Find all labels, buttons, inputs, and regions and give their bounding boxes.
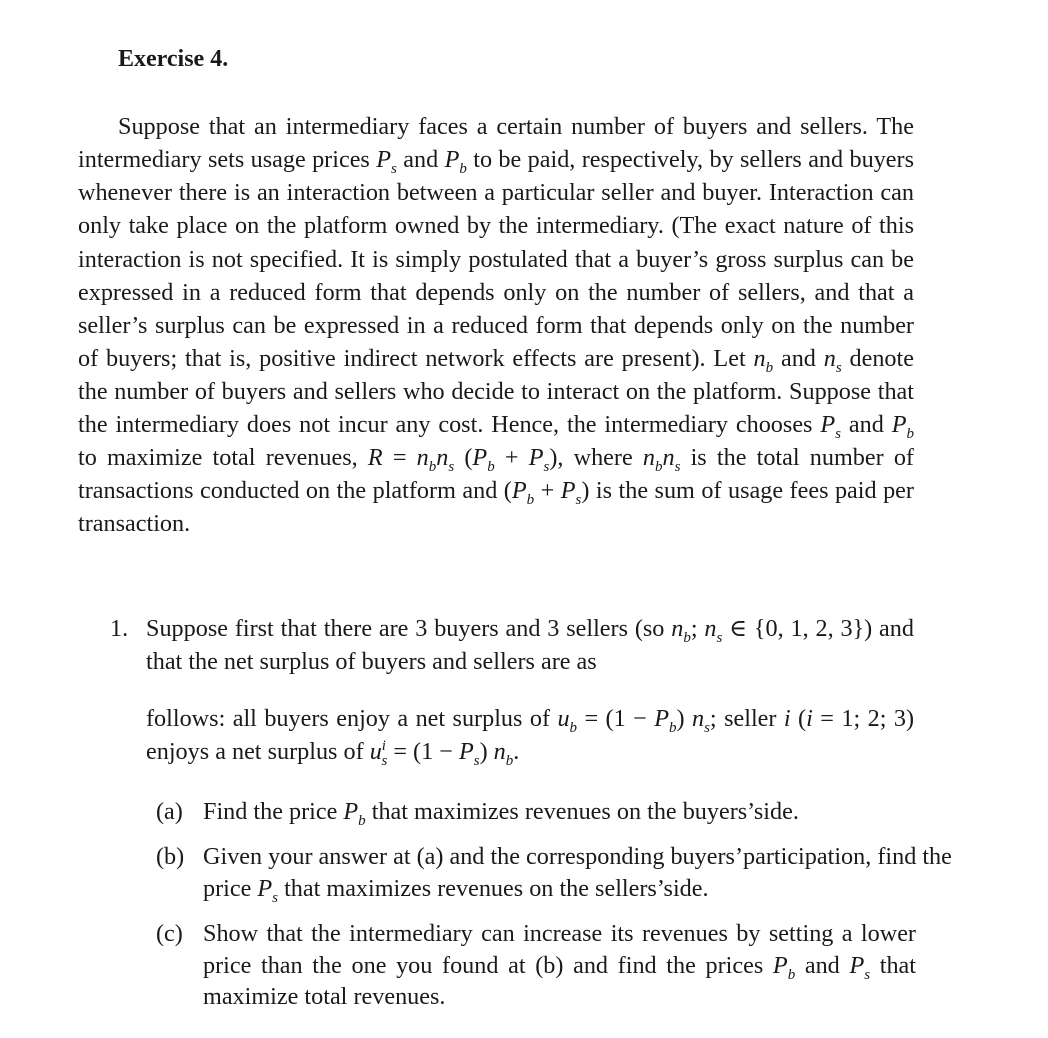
- subitem-text: [203, 918, 916, 1013]
- math-seller-range: i = 1; 2; 3: [806, 705, 906, 733]
- intro-text: and: [840, 411, 892, 439]
- intro-text: , where: [557, 444, 643, 472]
- math-ub: $u_b = (1 - P_b)$ $n_s$: [557, 705, 710, 737]
- intro-text: to be paid, respectively, by sellers and buyers whenever there is an interaction between a particular seller and buyer. Interaction can only take place on the platform owned by the intermediary. (The exact nature of this interaction is not specified. It is simply postulated that a buyer’s gross surplus can be expressed in a reduced form that depends only on the number of sellers, and that a seller’s surplus can be expressed in a reduced form that depends only on the number of buyers; that is, positive indirect network effects are present). Let: [78, 146, 914, 372]
- subitem-label: (c): [156, 920, 183, 947]
- subitem-text-part: and: [795, 951, 850, 979]
- math-nbns: $n_bn_s$: [642, 444, 681, 475]
- subitem-label: (a): [156, 798, 183, 825]
- list-item-1: [110, 612, 914, 768]
- item1-paragraph-2: [146, 702, 914, 768]
- math-seller-index: i: [783, 705, 791, 733]
- intro-text: denote the number of buyers and sellers who decide to interact on the platform. Suppose that the intermediary does not incur any cost. Hence, the intermediary chooses: [78, 344, 914, 439]
- math-pb: $P_b$: [343, 798, 366, 829]
- subitem-b: [156, 841, 996, 904]
- subitem-text-part: Given your answer at (a) and the corresponding buyers’participation, find the price: [203, 843, 952, 902]
- item1-paragraph: [146, 612, 914, 678]
- intro-text: to maximize total revenues,: [78, 444, 368, 472]
- subitem-text-part: that maximizes revenues on the sellers’side.: [278, 874, 709, 902]
- subitem-text-part: that maximizes revenues on the buyers’side.: [365, 798, 799, 825]
- exercise-title: Exercise 4.: [118, 46, 229, 72]
- intro-text: is the total number of transactions conducted on the platform and: [78, 444, 914, 505]
- item1-text: ; seller: [709, 705, 784, 733]
- item1-text: .: [513, 738, 520, 766]
- list-item-number: 1.: [110, 615, 129, 642]
- math-pb: $P_b$: [444, 146, 467, 178]
- item1-text: ) and that the net surplus of buyers and sellers are as: [146, 615, 914, 676]
- subitem-text-part: that maximize total revenues.: [203, 951, 916, 1010]
- subitem-text-part: Find the price: [203, 798, 344, 825]
- math-usi: $u^i_s = (1 - P_s)$ $n_b$: [369, 738, 514, 770]
- item1-text: ) enjoys a net surplus of: [146, 705, 915, 766]
- math-ps: $P_s$: [257, 874, 279, 906]
- subitem-c: [156, 918, 916, 1013]
- subitem-text: [203, 841, 996, 904]
- math-ps: $P_s$: [849, 951, 871, 983]
- intro-text: Suppose that an intermediary faces a certain number of buyers and sellers. The intermediary sets usage prices: [78, 113, 914, 174]
- subitem-text-part: Show that the intermediary can increase its revenues by setting a lower price than the one you found at (b) and find the prices: [203, 920, 916, 979]
- intro-text: and: [773, 344, 824, 372]
- math-fee-sum: $(P_b + P_s)$: [503, 477, 590, 509]
- subitem-text: [203, 796, 956, 828]
- math-revenue: $R = n_bn_s$ $(P_b + P_s)$: [367, 444, 558, 475]
- math-ps: $P_s$: [820, 411, 841, 442]
- math-nb-ns-set: $n_b$; $n_s$ ∈ {0, 1, 2, 3}: [671, 615, 865, 646]
- math-nb: $n_b$: [753, 344, 774, 376]
- math-ps: $P_s$: [376, 146, 397, 178]
- intro-text: is the sum of usage fees paid per transaction.: [78, 477, 914, 538]
- math-pb: $P_b$: [772, 951, 796, 983]
- item1-text: follows: all buyers enjoy a net surplus of: [146, 705, 558, 733]
- math-pb: $P_b$: [891, 411, 914, 442]
- subitem-label: (b): [156, 843, 185, 870]
- subitem-a: [156, 796, 956, 828]
- math-ns: $n_s$: [823, 344, 842, 376]
- intro-text: and: [396, 146, 445, 174]
- item1-text: (: [790, 705, 807, 733]
- intro-paragraph: [78, 110, 914, 540]
- item1-text: Suppose first that there are 3 buyers and 3 sellers (so: [146, 615, 672, 642]
